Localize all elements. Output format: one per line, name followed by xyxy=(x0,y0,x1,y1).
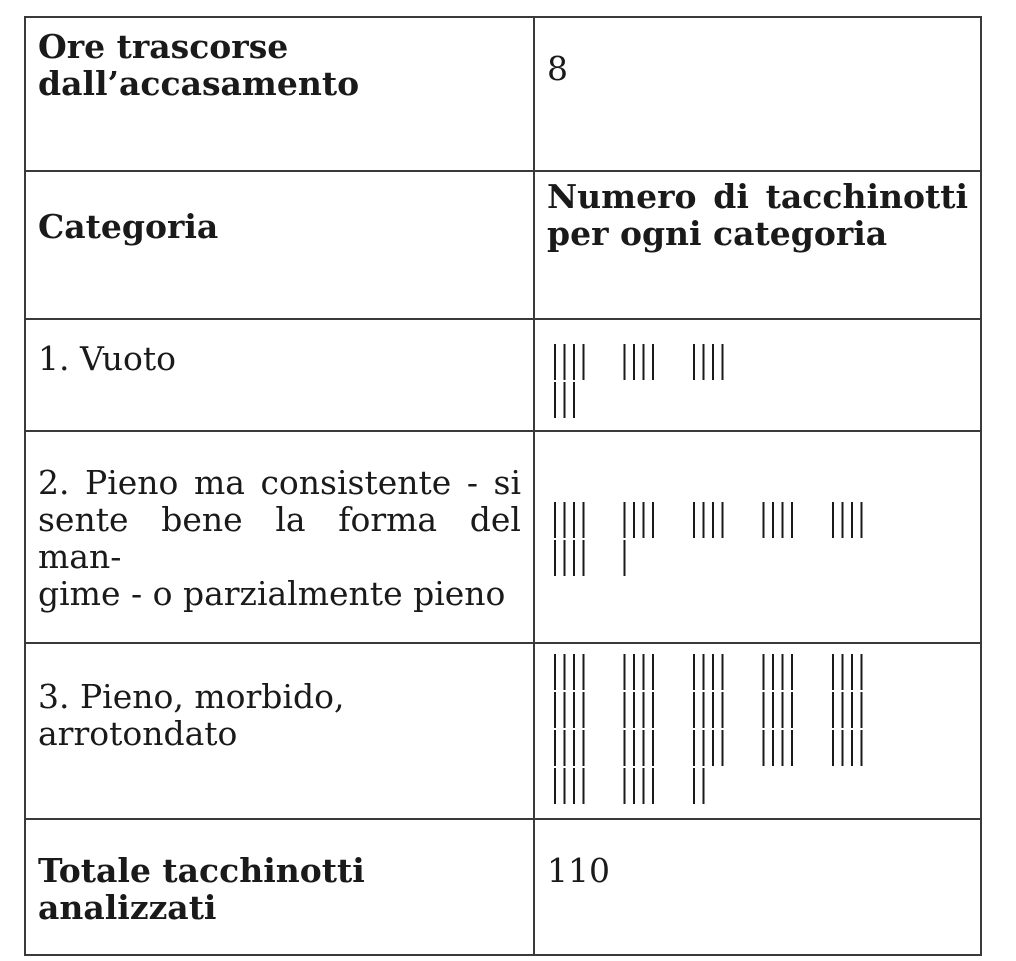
hours-value-cell xyxy=(534,17,981,171)
table-row-total xyxy=(25,819,981,955)
tally-cell xyxy=(534,431,981,643)
category-label-cell xyxy=(25,431,534,643)
tally-cell xyxy=(534,319,981,431)
header-count-line2: per ogni categoria xyxy=(547,214,888,253)
hours-label-line2: dall’accasamento xyxy=(38,64,360,103)
header-count-line1: Numero di tacchinotti xyxy=(547,177,968,216)
category-label-2-line1: 2. Pieno ma consistente - si xyxy=(38,463,521,502)
table-row xyxy=(25,319,981,431)
category-label-3-line2: arrotondato xyxy=(38,714,238,753)
category-label-2-line2: sente bene la forma del man- xyxy=(38,500,521,576)
category-label-cell xyxy=(25,643,534,819)
hours-label-cell xyxy=(25,17,534,171)
total-value: 110 xyxy=(547,851,610,890)
tally-cell xyxy=(534,643,981,819)
table-row xyxy=(25,431,981,643)
tally-marks-2 xyxy=(547,432,967,632)
category-label-cell xyxy=(25,319,534,431)
tally-marks-1 xyxy=(547,320,967,420)
total-value-cell xyxy=(534,819,981,955)
category-label-2-line3: gime - o parzialmente pieno xyxy=(38,574,506,613)
table-header-row xyxy=(25,171,981,319)
tally-marks-3 xyxy=(547,644,967,814)
hours-value: 8 xyxy=(547,49,568,88)
category-label-1: 1. Vuoto xyxy=(38,339,176,378)
header-category-cell xyxy=(25,171,534,319)
total-label-cell xyxy=(25,819,534,955)
header-category: Categoria xyxy=(38,207,219,246)
table-row xyxy=(25,643,981,819)
category-label-3-line1: 3. Pieno, morbido, xyxy=(38,677,345,716)
data-table xyxy=(24,16,982,956)
total-label: Totale tacchinotti analizzati xyxy=(38,851,365,927)
table-row-hours xyxy=(25,17,981,171)
hours-label-line1: Ore trascorse xyxy=(38,27,289,66)
header-count-cell xyxy=(534,171,981,319)
